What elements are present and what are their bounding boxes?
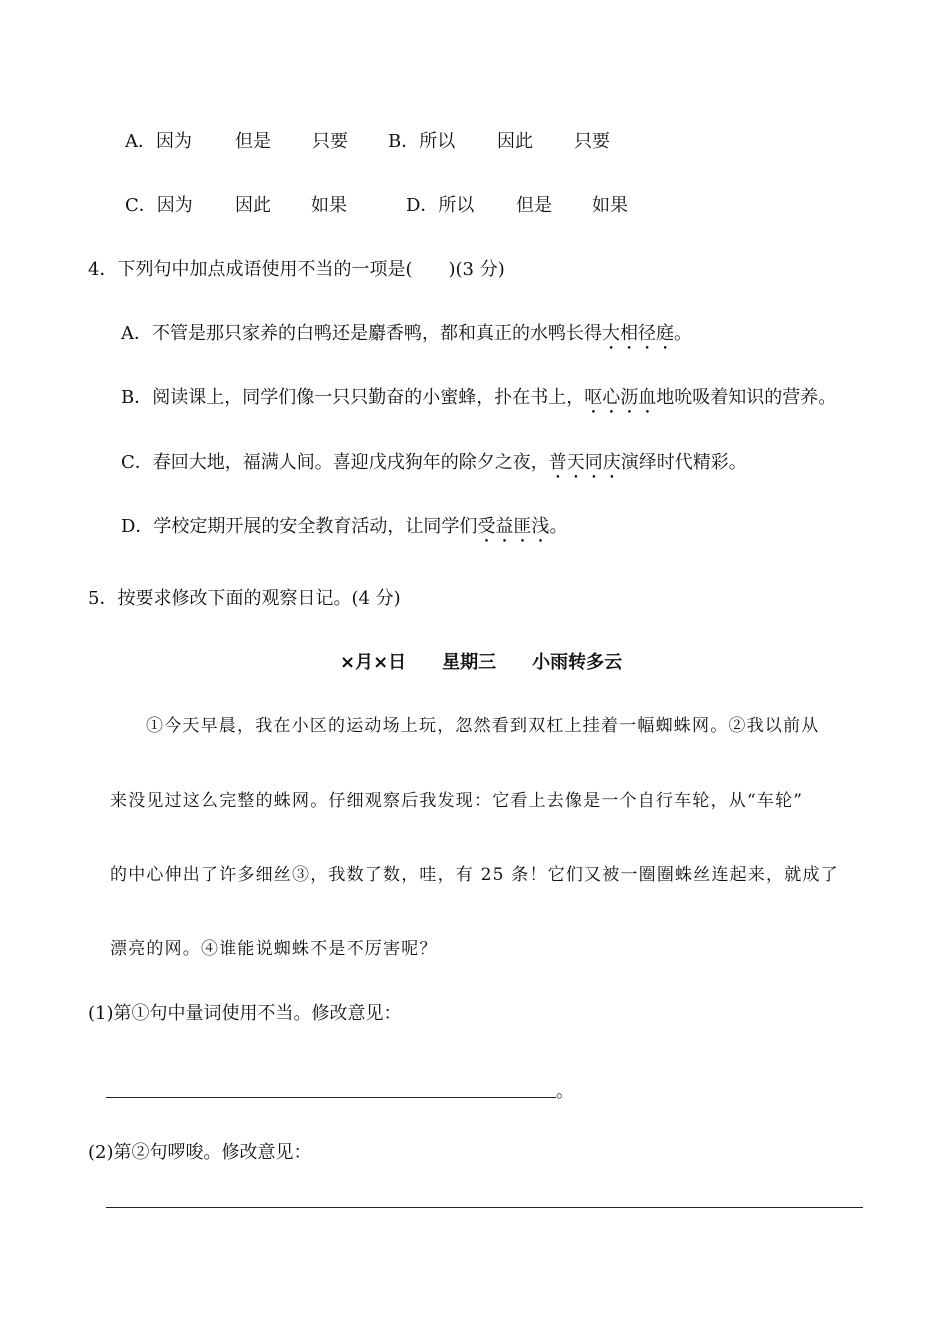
- q4-option-a-text: A．不管是那只家养的白鸭还是麝香鸭，都和真正的水鸭长得: [121, 323, 602, 344]
- q3-option-c-word3: 如果: [311, 195, 347, 216]
- q4-option-a-end: 。: [674, 323, 692, 344]
- q3-option-d-word2: 但是: [516, 195, 552, 216]
- q5-sub-1-answer-line[interactable]: [106, 1097, 556, 1098]
- q4-option-c: [121, 451, 747, 483]
- q3-option-d-word3: 如果: [592, 195, 628, 216]
- diary-date-line: ×月×日 星期三 小雨转多云: [340, 652, 623, 673]
- q4-option-c-text: C．春回大地，福满人间。喜迎戊戌狗年的除夕之夜，: [121, 452, 549, 473]
- q4-option-d-end: 。: [549, 516, 568, 537]
- q5-sub-1-answer-end: 。: [556, 1081, 574, 1102]
- q4-stem: 4．下列句中加点成语使用不当的一项是( )(3 分): [88, 259, 505, 280]
- q5-sub-question-1: (1)第①句中量词使用不当。修改意见：: [88, 1003, 402, 1024]
- q4-option-d-text: D．学校定期开展的安全教育活动，让同学们: [121, 516, 478, 537]
- q3-option-a-word3: 只要: [312, 131, 348, 152]
- diary-line-3: 的中心伸出了许多细丝③，我数了数，哇，有 25 条！它们又被一圈圈蛛丝连起来，就成了: [110, 865, 839, 885]
- q5-sub-question-2: (2)第②句啰唆。修改意见：: [88, 1142, 312, 1163]
- q3-option-a-label: A．因为: [125, 131, 192, 152]
- q5-stem: 5．按要求修改下面的观察日记。(4 分): [88, 588, 401, 609]
- q4-option-a: [121, 322, 692, 354]
- q3-option-b-label: B．所以: [388, 131, 456, 152]
- q4-option-b: [121, 386, 836, 418]
- q4-option-b-text: B．阅读课上，同学们像一只只勤奋的小蜜蜂，扑在书上，: [121, 387, 585, 408]
- q4-option-c-idiom: 普天同庆: [548, 452, 621, 473]
- q5-sub-2-answer-line[interactable]: [106, 1207, 863, 1208]
- q4-option-d: [121, 515, 567, 547]
- q3-option-row-1: [125, 130, 645, 154]
- q4-option-c-end: 演绎时代精彩。: [620, 452, 747, 473]
- q3-option-b-word3: 只要: [574, 131, 610, 152]
- q4-option-b-idiom: 呕心沥血: [584, 387, 657, 408]
- q3-option-c-word2: 因此: [235, 195, 271, 216]
- q3-option-c-label: C．因为: [125, 195, 193, 216]
- diary-line-2: 来没见过这么完整的蛛网。仔细观察后我发现：它看上去像是一个自行车轮，从“车轮”: [110, 791, 804, 811]
- q3-option-row-2: [125, 194, 645, 218]
- q4-option-b-end: 地吮吸着知识的营养。: [656, 387, 837, 408]
- q4-option-d-idiom: 受益匪浅: [477, 516, 550, 537]
- q3-option-d-label: D．所以: [406, 195, 475, 216]
- q4-option-a-idiom: 大相径庭: [602, 323, 674, 344]
- q3-option-b-word2: 因此: [497, 131, 533, 152]
- q3-option-a-word2: 但是: [235, 131, 271, 152]
- diary-line-4: 漂亮的网。④谁能说蜘蛛不是不厉害呢？: [110, 939, 438, 959]
- diary-line-1: ①今天早晨，我在小区的运动场上玩，忽然看到双杠上挂着一幅蜘蛛网。②我以前从: [146, 716, 820, 736]
